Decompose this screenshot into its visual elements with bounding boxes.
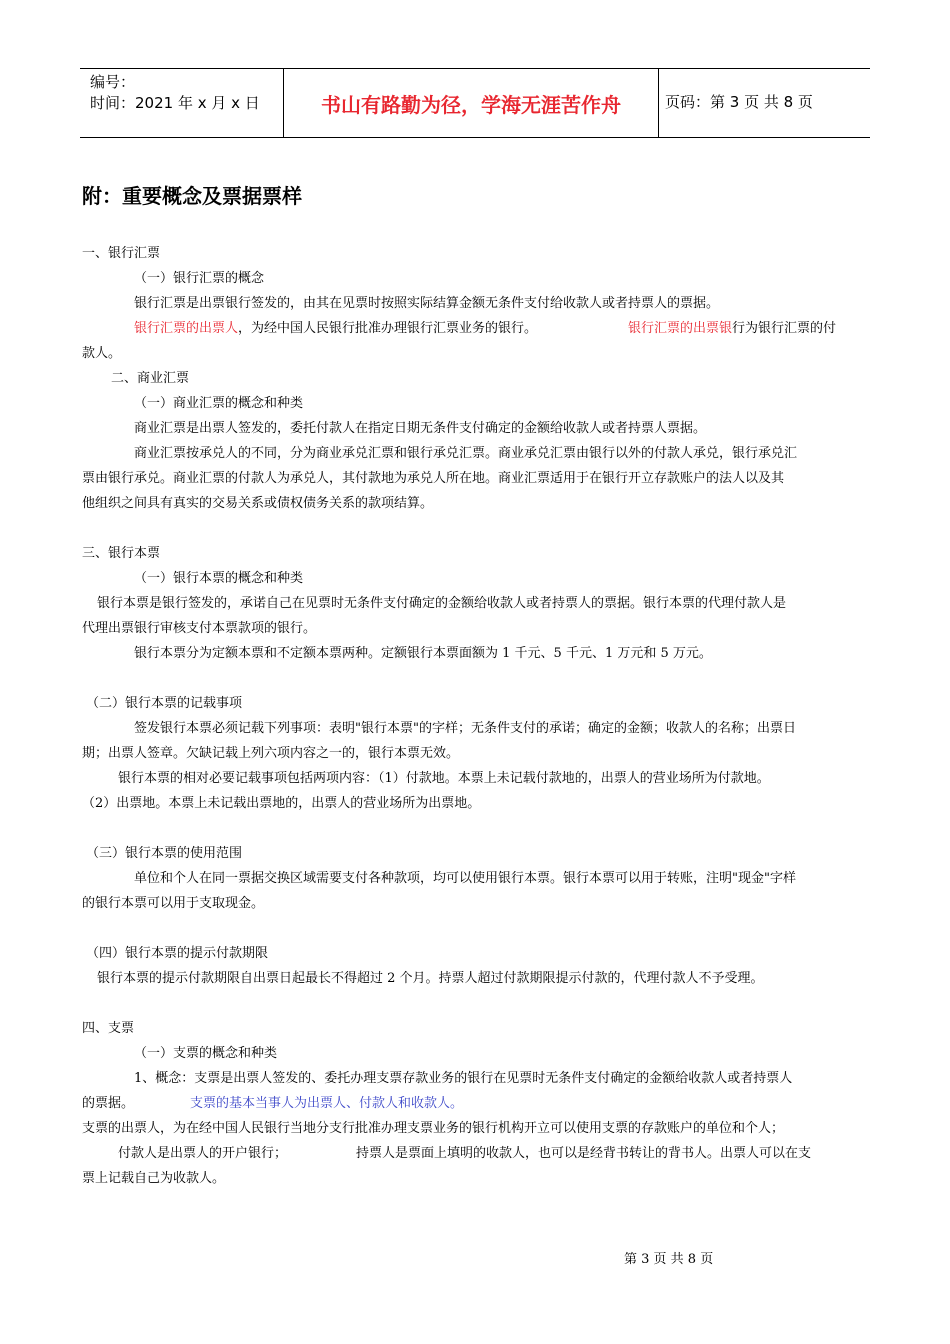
paragraph-line: 票上记载自己为收款人。 [82, 1171, 226, 1186]
paragraph-line: 银行汇票是出票银行签发的，由其在见票时按照实际结算金额无条件支付给收款人或者持票人的票据。 [134, 296, 720, 311]
motto-text: 书山有路勤为径，学海无涯苦作舟 [321, 92, 621, 117]
paragraph-line: 持票人是票面上填明的收款人，也可以是经背书转让的背书人。出票人可以在支 [356, 1146, 812, 1161]
paragraph-line: 票由银行承兑。商业汇票的付款人为承兑人，其付款地为承兑人所在地。商业汇票适用于在银行开立存款账户的法人以及其 [82, 471, 785, 486]
paragraph-line: 支票的出票人，为在经中国人民银行当地分支行批准办理支票业务的银行机构开立可以使用支票的存款账户的单位和个人； [82, 1121, 785, 1136]
subsection-heading: （一）支票的概念和种类 [134, 1046, 278, 1061]
paragraph-line: 银行本票的提示付款期限自出票日起最长不得超过 2 个月。持票人超过付款期限提示付款的，代理付款人不予受理。 [97, 971, 764, 986]
paragraph-line: 代理出票银行审核支付本票款项的银行。 [82, 621, 317, 636]
paragraph-line: （2）出票地。本票上未记载出票地的，出票人的营业场所为出票地。 [82, 796, 481, 811]
paragraph-line: 单位和个人在同一票据交换区域需要支付各种款项，均可以使用银行本票。银行本票可以用于转账，注明"现金"字样 [134, 871, 796, 886]
highlight-text: 支票的基本当事人为出票人、付款人和收款人。 [190, 1096, 464, 1111]
time-label: 时间：2021 年 x 月 x 日 [90, 94, 260, 112]
paragraph-line: 的票据。 [82, 1096, 135, 1111]
paragraph-line: 款人。 [82, 346, 122, 361]
header-meta-cell [80, 69, 283, 137]
highlight-text: 银行汇票的出票银 [628, 321, 733, 336]
header-page-info: 页码：第 3 页 共 8 页 [665, 93, 813, 111]
subsection-heading: （一）银行汇票的概念 [134, 271, 265, 286]
paragraph-text: 行为银行汇票的付 [732, 321, 837, 336]
subsection-heading: （四）银行本票的提示付款期限 [86, 946, 269, 961]
paragraph-text: ，为经中国人民银行批准办理银行汇票业务的银行。 [238, 321, 538, 336]
paragraph-line [628, 320, 836, 338]
paragraph-line: 商业汇票是出票人签发的，委托付款人在指定日期无条件支付确定的金额给收款人或者持票人票据。 [134, 421, 707, 436]
section-heading-cheque: 四、支票 [82, 1021, 135, 1036]
paragraph-line: 签发银行本票必须记载下列事项：表明"银行本票"的字样；无条件支付的承诺；确定的金额；收款人的名称；出票日 [134, 721, 796, 736]
page-header [80, 68, 870, 138]
subsection-heading: （一）商业汇票的概念和种类 [134, 396, 304, 411]
paragraph-line: 他组织之间具有真实的交易关系或债权债务关系的款项结算。 [82, 496, 434, 511]
header-motto-cell [283, 69, 659, 137]
page-title: 附：重要概念及票据票样 [82, 184, 302, 208]
paragraph-line: 银行本票是银行签发的，承诺自己在见票时无条件支付确定的金额给收款人或者持票人的票据。银行本票的代理付款人是 [97, 596, 787, 611]
section-heading-bank-draft: 一、银行汇票 [82, 246, 161, 261]
paragraph-line: 银行本票的相对必要记载事项包括两项内容：（1）付款地。本票上未记载付款地的，出票人的营业场所为付款地。 [118, 771, 770, 786]
paragraph-line: 的银行本票可以用于支取现金。 [82, 896, 265, 911]
subsection-heading: （一）银行本票的概念和种类 [134, 571, 304, 586]
page-footer: 第 3 页 共 8 页 [624, 1252, 714, 1267]
paragraph-line [134, 320, 537, 338]
paragraph-line: 商业汇票按承兑人的不同，分为商业承兑汇票和银行承兑汇票。商业承兑汇票由银行以外的付款人承兑，银行承兑汇 [134, 446, 798, 461]
section-heading-cashier-note: 三、银行本票 [82, 546, 161, 561]
paragraph-line: 银行本票分为定额本票和不定额本票两种。定额银行本票面额为 1 千元、5 千元、1 万元和 5 万元。 [134, 646, 712, 661]
subsection-heading: （三）银行本票的使用范围 [86, 846, 243, 861]
subsection-heading: （二）银行本票的记载事项 [86, 696, 243, 711]
section-heading-commercial-draft: 二、商业汇票 [111, 371, 190, 386]
paragraph-line: 1、概念：支票是出票人签发的、委托办理支票存款业务的银行在见票时无条件支付确定的金额给收款人或者持票人 [134, 1071, 793, 1086]
paragraph-line: 期；出票人签章。欠缺记载上列六项内容之一的，银行本票无效。 [82, 746, 460, 761]
highlight-text: 银行汇票的出票人 [134, 321, 239, 336]
paragraph-line: 付款人是出票人的开户银行； [118, 1146, 288, 1161]
code-label: 编号： [90, 73, 136, 91]
